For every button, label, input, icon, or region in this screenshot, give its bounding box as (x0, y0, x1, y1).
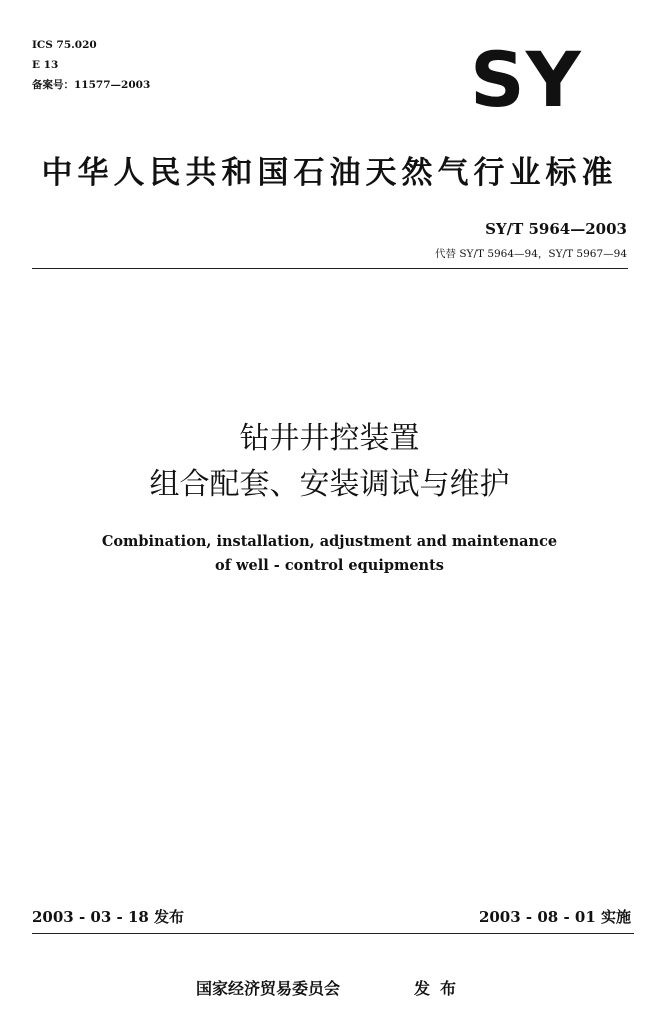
publish-label: 发布 (414, 979, 467, 998)
english-title-line-2: of well - control equipments (215, 557, 444, 574)
english-title (0, 530, 659, 578)
implementation-date: 2003 - 08 - 01 实施 (478, 908, 631, 926)
sy-logo: SY (470, 35, 582, 124)
document-meta (32, 35, 150, 95)
footer-divider (32, 933, 634, 934)
record-number: 备案号：11577—2003 (32, 79, 151, 91)
header-divider (32, 268, 628, 269)
industry-standard-title: 中华人民共和国石油天然气行业标准 (41, 155, 618, 191)
replaces-note: 代替 SY/T 5964—94，SY/T 5967—94 (434, 248, 627, 260)
english-title-line-1: Combination, installation, adjustment and maintenance (101, 533, 558, 550)
chinese-title-line-2: 组合配套、安装调试与维护 (149, 467, 510, 502)
ics-code: ICS 75.020 (32, 39, 97, 51)
issuing-authority: 国家经济贸易委员会 (196, 979, 341, 998)
chinese-title (0, 416, 659, 508)
chinese-title-line-1: 钻井井控装置 (239, 421, 420, 456)
standard-code: SY/T 5964—2003 (485, 220, 627, 238)
issue-date: 2003 - 03 - 18 发布 (32, 908, 185, 926)
classification-code: E 13 (32, 59, 59, 71)
